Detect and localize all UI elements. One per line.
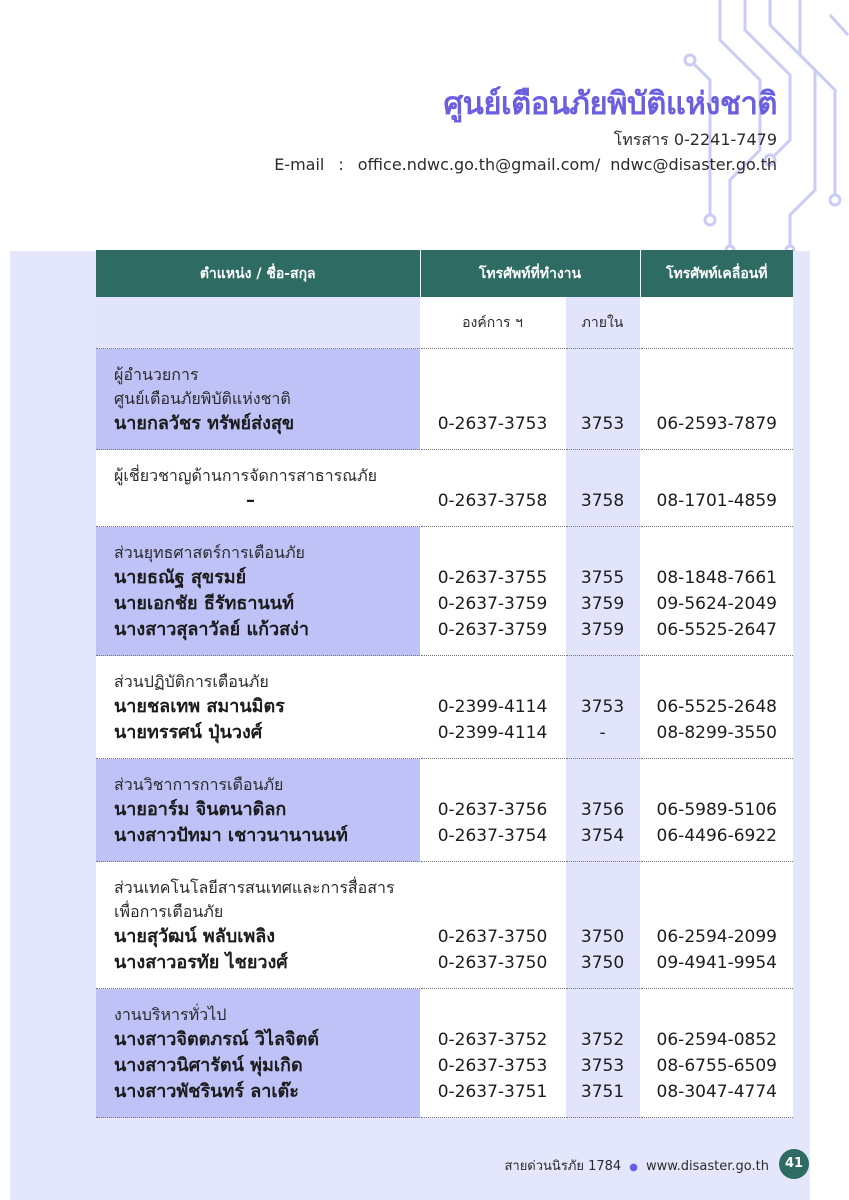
position-name-cell bbox=[96, 349, 420, 450]
internal-extension: 3752 bbox=[580, 1030, 625, 1050]
internal-extension: 3750 bbox=[580, 953, 625, 973]
column-header-office-phone: โทรศัพท์ที่ทำงาน bbox=[420, 250, 640, 297]
internal-extension: 3758 bbox=[580, 491, 625, 511]
mobile-phone: 08-8299-3550 bbox=[656, 723, 777, 743]
office-phone: 0-2637-3751 bbox=[437, 1082, 548, 1102]
internal-extension-cell bbox=[565, 450, 640, 527]
table-row bbox=[96, 862, 793, 989]
mobile-phone-cell bbox=[640, 527, 793, 656]
office-phone-cell bbox=[420, 527, 565, 656]
mobile-phone: 08-3047-4774 bbox=[656, 1082, 777, 1102]
email-separator: / bbox=[594, 155, 601, 174]
person-name: นางสาวอรทัย ไชยวงศ์ bbox=[114, 952, 288, 973]
person-name: นางสาวจิตตภรณ์ วิไลจิตต์ bbox=[114, 1029, 319, 1050]
position-name-cell bbox=[96, 527, 420, 656]
footer-bullet-icon: ● bbox=[629, 1162, 638, 1173]
table-row bbox=[96, 656, 793, 759]
office-phone: 0-2637-3752 bbox=[437, 1030, 548, 1050]
email-label: E-mail bbox=[274, 155, 325, 174]
person-name: นางสาวสุลาวัลย์ แก้วสง่า bbox=[114, 619, 309, 640]
office-phone: 0-2399-4114 bbox=[437, 697, 548, 717]
person-name: นางสาวนิศารัตน์ พุ่มเกิด bbox=[114, 1055, 303, 1076]
fax-line bbox=[614, 128, 777, 153]
mobile-phone: 09-5624-2049 bbox=[656, 594, 777, 614]
table-row bbox=[96, 527, 793, 656]
internal-extension: 3755 bbox=[580, 568, 625, 588]
table-row bbox=[96, 450, 793, 527]
internal-extension-cell bbox=[565, 349, 640, 450]
contact-directory-table bbox=[96, 250, 793, 1118]
office-phone: 0-2637-3750 bbox=[437, 953, 548, 973]
subheader-internal: ภายใน bbox=[565, 297, 640, 349]
email-address-2[interactable]: ndwc@disaster.go.th bbox=[610, 155, 777, 174]
fax-number: 0-2241-7479 bbox=[673, 130, 777, 149]
internal-extension-cell bbox=[565, 862, 640, 989]
mobile-phone: 06-2593-7879 bbox=[656, 414, 777, 434]
person-name: นายชลเทพ สมานมิตร bbox=[114, 696, 285, 717]
office-phone-cell bbox=[420, 656, 565, 759]
position-name-cell bbox=[96, 656, 420, 759]
email-address-1[interactable]: office.ndwc.go.th@gmail.com bbox=[357, 155, 595, 174]
email-line bbox=[274, 155, 777, 174]
group-title: ส่วนยุทธศาสตร์การเตือนภัย bbox=[114, 543, 305, 562]
mobile-phone-cell bbox=[640, 862, 793, 989]
office-phone: 0-2637-3759 bbox=[437, 620, 548, 640]
group-title: ส่วนวิชาการการเตือนภัย bbox=[114, 775, 284, 794]
office-phone-cell bbox=[420, 862, 565, 989]
person-name: – bbox=[246, 490, 255, 511]
mobile-phone: 09-4941-9954 bbox=[656, 953, 777, 973]
table-subheader-row bbox=[96, 297, 793, 349]
internal-extension: 3759 bbox=[580, 620, 625, 640]
mobile-phone: 06-5989-5106 bbox=[656, 800, 777, 820]
internal-extension-cell bbox=[565, 759, 640, 862]
group-title: ผู้เชี่ยวชาญด้านการจัดการสาธารณภัย bbox=[114, 466, 378, 485]
table-header-row bbox=[96, 250, 793, 297]
mobile-phone: 06-2594-0852 bbox=[656, 1030, 777, 1050]
group-title: ศูนย์เตือนภัยพิบัติแห่งชาติ bbox=[114, 389, 291, 408]
table-row bbox=[96, 989, 793, 1118]
internal-extension: 3759 bbox=[580, 594, 625, 614]
mobile-phone: 08-1848-7661 bbox=[656, 568, 777, 588]
column-header-mobile-phone: โทรศัพท์เคลื่อนที่ bbox=[640, 250, 793, 297]
office-phone: 0-2637-3754 bbox=[437, 826, 548, 846]
office-phone: 0-2637-3759 bbox=[437, 594, 548, 614]
email-colon: : bbox=[338, 155, 344, 174]
office-phone-cell bbox=[420, 450, 565, 527]
office-phone: 0-2637-3758 bbox=[437, 491, 548, 511]
group-title: งานบริหารทั่วไป bbox=[114, 1005, 227, 1024]
mobile-phone-cell bbox=[640, 759, 793, 862]
footer-hotline: สายด่วนนิรภัย 1784 bbox=[504, 1159, 622, 1174]
group-title: ส่วนเทคโนโลยีสารสนเทศและการสื่อสาร bbox=[114, 878, 395, 897]
internal-extension: 3750 bbox=[580, 927, 625, 947]
office-phone: 0-2399-4114 bbox=[437, 723, 548, 743]
internal-extension-cell bbox=[565, 656, 640, 759]
person-name: นายทรรศน์ ปุ่นวงศ์ bbox=[114, 722, 263, 743]
person-name: นางสาวพัชรินทร์ ลาเต๊ะ bbox=[114, 1081, 299, 1102]
page-title: ศูนย์เตือนภัยพิบัติแห่งชาติ bbox=[443, 86, 777, 122]
office-phone-cell bbox=[420, 759, 565, 862]
person-name: นางสาวปัทมา เชาวนานานนท์ bbox=[114, 825, 348, 846]
group-title: ผู้อำนวยการ bbox=[114, 365, 199, 384]
group-title: ส่วนปฏิบัติการเตือนภัย bbox=[114, 672, 269, 691]
subheader-mobile-empty bbox=[640, 297, 793, 349]
person-name: นายกลวัชร ทรัพย์ส่งสุข bbox=[114, 413, 295, 434]
mobile-phone-cell bbox=[640, 989, 793, 1118]
person-name: นายเอกชัย ธีรัทธานนท์ bbox=[114, 593, 294, 614]
subheader-organization: องค์การ ฯ bbox=[420, 297, 565, 349]
position-name-cell bbox=[96, 450, 420, 527]
mobile-phone-cell bbox=[640, 450, 793, 527]
person-name: นายอาร์ม จินตนาดิลก bbox=[114, 799, 287, 820]
table-row bbox=[96, 349, 793, 450]
office-phone: 0-2637-3755 bbox=[437, 568, 548, 588]
person-name: นายธณัฐ สุขรมย์ bbox=[114, 567, 247, 588]
fax-label: โทรสาร bbox=[613, 130, 669, 149]
mobile-phone: 08-6755-6509 bbox=[656, 1056, 777, 1076]
internal-extension: 3753 bbox=[580, 697, 625, 717]
mobile-phone: 08-1701-4859 bbox=[656, 491, 777, 511]
footer-website[interactable]: www.disaster.go.th bbox=[645, 1159, 769, 1174]
table-body bbox=[96, 349, 793, 1118]
footer bbox=[504, 1155, 769, 1176]
internal-extension-cell bbox=[565, 989, 640, 1118]
mobile-phone-cell bbox=[640, 349, 793, 450]
office-phone-cell bbox=[420, 989, 565, 1118]
internal-extension: 3756 bbox=[580, 800, 625, 820]
internal-extension: 3751 bbox=[580, 1082, 625, 1102]
table-row bbox=[96, 759, 793, 862]
column-header-position-name: ตำแหน่ง / ชื่อ-สกุล bbox=[96, 250, 420, 297]
position-name-cell bbox=[96, 862, 420, 989]
internal-extension-cell bbox=[565, 527, 640, 656]
position-name-cell bbox=[96, 989, 420, 1118]
internal-extension: 3753 bbox=[580, 1056, 625, 1076]
subheader-empty bbox=[96, 297, 420, 349]
person-name: นายสุวัฒน์ พลับเพลิง bbox=[114, 926, 276, 947]
mobile-phone-cell bbox=[640, 656, 793, 759]
internal-extension: 3753 bbox=[580, 414, 625, 434]
office-phone: 0-2637-3753 bbox=[437, 1056, 548, 1076]
mobile-phone: 06-2594-2099 bbox=[656, 927, 777, 947]
office-phone: 0-2637-3753 bbox=[437, 414, 548, 434]
mobile-phone: 06-5525-2648 bbox=[656, 697, 777, 717]
mobile-phone: 06-4496-6922 bbox=[656, 826, 777, 846]
mobile-phone: 06-5525-2647 bbox=[656, 620, 777, 640]
internal-extension: - bbox=[599, 723, 606, 743]
position-name-cell bbox=[96, 759, 420, 862]
office-phone-cell bbox=[420, 349, 565, 450]
office-phone: 0-2637-3756 bbox=[437, 800, 548, 820]
group-title: เพื่อการเตือนภัย bbox=[114, 902, 224, 921]
office-phone: 0-2637-3750 bbox=[437, 927, 548, 947]
internal-extension: 3754 bbox=[580, 826, 625, 846]
page-number-badge: 41 bbox=[779, 1149, 809, 1179]
